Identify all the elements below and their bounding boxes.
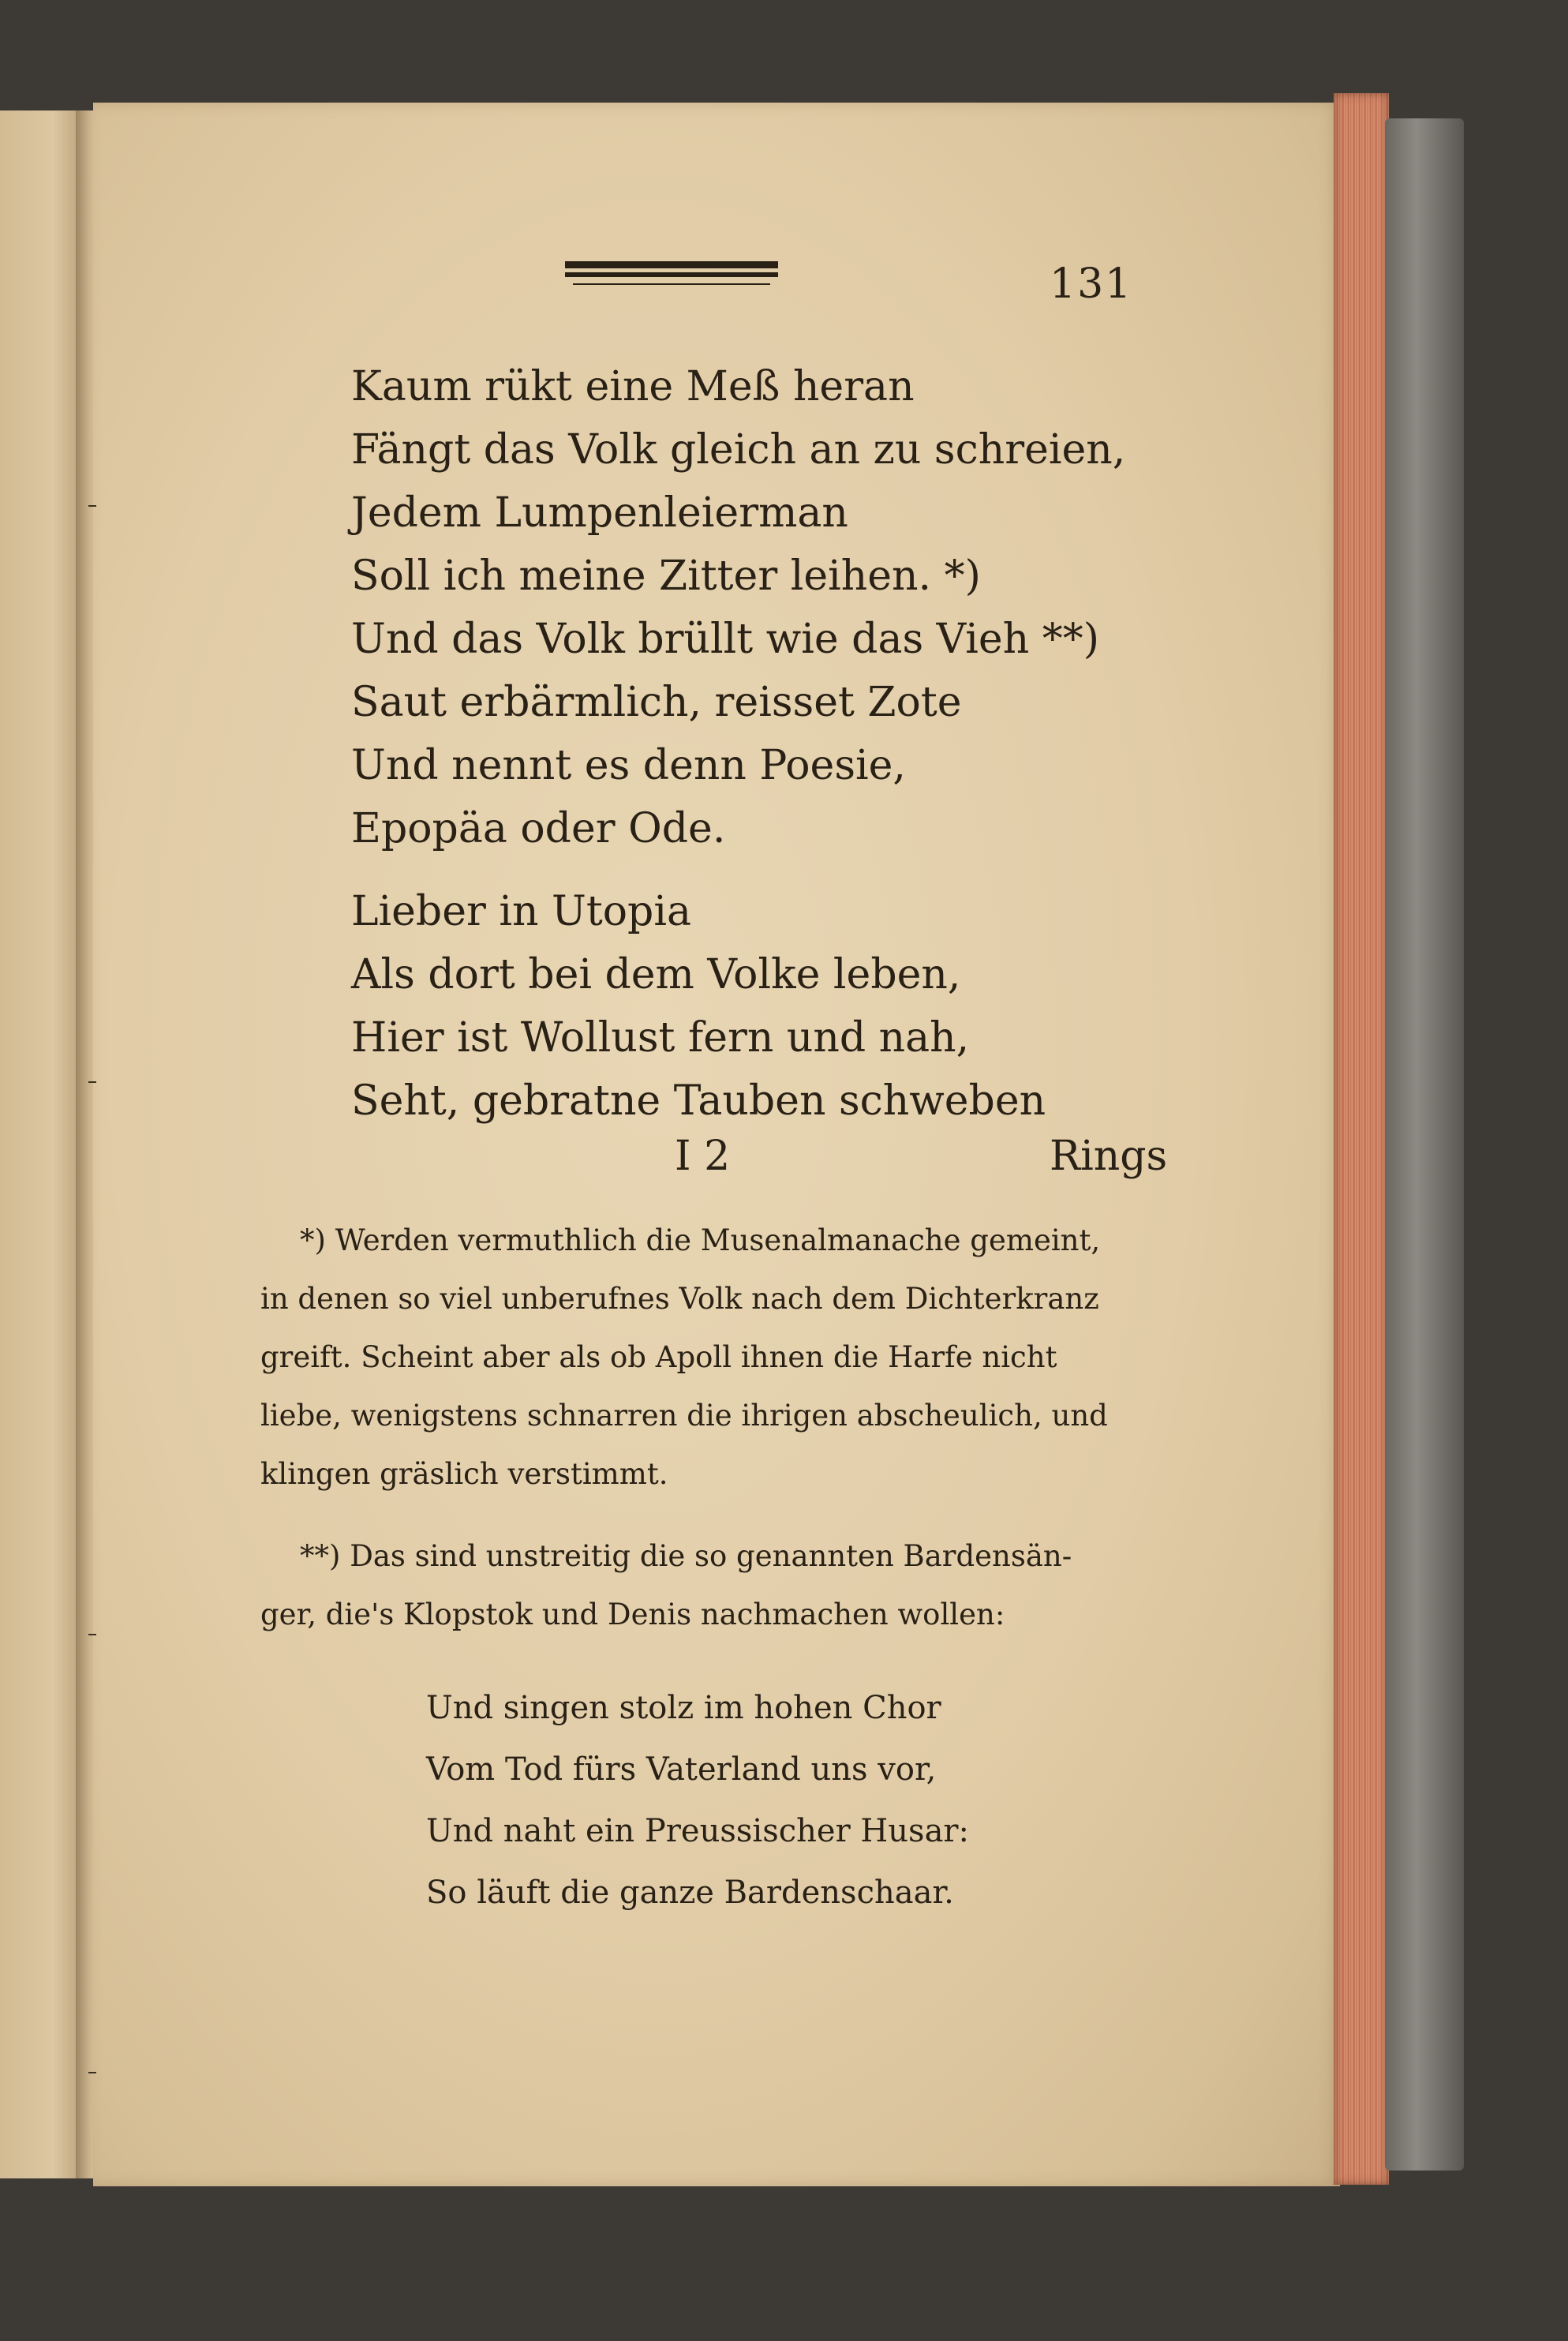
book-cover-edge xyxy=(1385,118,1464,2171)
page-edges xyxy=(1334,93,1389,2185)
verse-line: Und nennt es denn Poesie, xyxy=(351,742,906,789)
verse-stanza-1 xyxy=(351,355,1125,860)
footnote-line: klingen gräslich verstimmt. xyxy=(260,1457,668,1491)
verse-line: Hier ist Wollust fern und nah, xyxy=(351,1014,970,1062)
verse-line: Seht, gebratne Tauben schweben xyxy=(351,1077,1046,1125)
footnote-line: liebe, wenigstens schnarren die ihrigen abscheulich, und xyxy=(260,1399,1108,1433)
signature-mark: I 2 xyxy=(675,1133,731,1180)
footnote-2 xyxy=(260,1527,1152,1644)
footnote-line: *) Werden vermuthlich die Musenalmanache gemeint, xyxy=(300,1223,1101,1257)
verse-line: Und das Volk brüllt wie das Vieh **) xyxy=(351,616,1100,663)
verse-line: Jedem Lumpenleierman xyxy=(351,489,848,537)
footnote-line: ger, die's Klopstok und Denis nachmachen wollen: xyxy=(260,1597,1005,1631)
footnote-line: in denen so viel unberufnes Volk nach dem Dichterkranz xyxy=(260,1282,1099,1316)
quoted-verse-line: Und singen stolz im hohen Chor xyxy=(426,1690,941,1726)
footnote-line: **) Das sind unstreitig die so genannten Bardensän- xyxy=(300,1539,1072,1573)
quoted-verse-line: Vom Tod fürs Vaterland uns vor, xyxy=(426,1751,937,1788)
verse-line: Epopäa oder Ode. xyxy=(351,805,726,852)
verse-line: Saut erbärmlich, reisset Zote xyxy=(351,679,962,726)
footnote-1 xyxy=(260,1212,1152,1504)
verse-line: Lieber in Utopia xyxy=(351,888,691,935)
verse-line: Kaum rükt eine Meß heran xyxy=(351,363,915,410)
verse-stanza-2 xyxy=(351,880,1046,1133)
quoted-verse xyxy=(426,1677,969,1923)
verse-line: Als dort bei dem Volke leben, xyxy=(351,951,961,998)
page-number: 131 xyxy=(1050,260,1133,308)
quoted-verse-line: So läuft die ganze Bardenschaar. xyxy=(426,1875,954,1911)
catchword: Rings xyxy=(1050,1133,1168,1180)
header-ornament-rule xyxy=(565,258,778,290)
quoted-verse-line: Und naht ein Preussischer Husar: xyxy=(426,1813,970,1849)
verse-line: Fängt das Volk gleich an zu schreien, xyxy=(351,426,1126,474)
verse-line: Soll ich meine Zitter leihen. *) xyxy=(351,552,981,600)
footnote-line: greift. Scheint aber als ob Apoll ihnen die Harfe nicht xyxy=(260,1340,1057,1374)
